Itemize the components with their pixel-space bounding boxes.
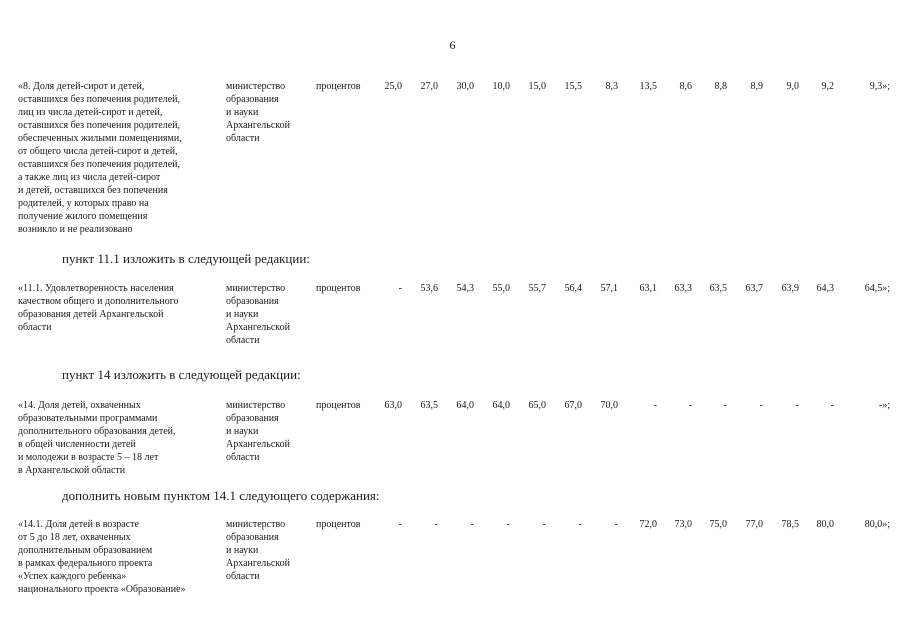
responsible-ministry: министерство образования и науки Архангельской области: [226, 400, 290, 463]
value-cell: 78,5: [781, 519, 799, 530]
unit-of-measure: процентов: [316, 81, 361, 92]
page-number: 6: [449, 38, 456, 52]
value-cell: -: [653, 400, 657, 411]
value-cell: -: [434, 519, 438, 530]
amendment-instruction: пункт 14 изложить в следующей редакции:: [62, 367, 301, 382]
amendment-instruction: дополнить новым пунктом 14.1 следующего содержания:: [62, 488, 380, 503]
value-cell: 15,0: [528, 81, 546, 92]
value-cell: 64,0: [456, 400, 474, 411]
value-cell: 30,0: [456, 81, 474, 92]
value-cell: 8,9: [750, 81, 763, 92]
value-cell: 8,6: [679, 81, 692, 92]
value-cell: -: [614, 519, 618, 530]
value-cell: -: [542, 519, 546, 530]
value-cell: -: [506, 519, 510, 530]
value-cell: -: [578, 519, 582, 530]
unit-of-measure: процентов: [316, 400, 361, 411]
value-cell: 63,5: [420, 400, 438, 411]
value-cell: 27,0: [420, 81, 438, 92]
value-cell: 56,4: [564, 283, 582, 294]
value-cell: -: [470, 519, 474, 530]
amendment-instruction: пункт 11.1 изложить в следующей редакции:: [62, 251, 310, 266]
value-cell: 73,0: [674, 519, 692, 530]
value-cell: -: [688, 400, 692, 411]
value-cell: -»;: [878, 400, 890, 411]
value-cell: 77,0: [745, 519, 763, 530]
value-cell: 80,0: [816, 519, 834, 530]
responsible-ministry: министерство образования и науки Архангельской области: [226, 81, 290, 144]
value-cell: -: [795, 400, 799, 411]
value-cell: 53,6: [420, 283, 438, 294]
indicator-name: «14.1. Доля детей в возрасте от 5 до 18 лет, охваченных дополнительным образованием в рамках федерального проекта «Успех каждого ребенка» национального проекта «Образование»: [18, 519, 186, 595]
value-cell: -: [398, 519, 402, 530]
value-cell: 15,5: [564, 81, 582, 92]
value-cell: -: [723, 400, 727, 411]
value-cell: 10,0: [492, 81, 510, 92]
value-cell: -: [398, 283, 402, 294]
unit-of-measure: процентов: [316, 283, 361, 294]
value-cell: -: [759, 400, 763, 411]
value-cell: 64,0: [492, 400, 510, 411]
value-cell: 55,7: [528, 283, 546, 294]
value-cell: 8,3: [605, 81, 618, 92]
value-cell: 75,0: [709, 519, 727, 530]
value-cell: -: [830, 400, 834, 411]
value-cell: 64,3: [816, 283, 834, 294]
value-cell: 55,0: [492, 283, 510, 294]
value-cell: 9,0: [786, 81, 799, 92]
value-cell: 13,5: [639, 81, 657, 92]
value-cell: 63,9: [781, 283, 799, 294]
value-cell: 65,0: [528, 400, 546, 411]
value-cell: 70,0: [600, 400, 618, 411]
responsible-ministry: министерство образования и науки Архангельской области: [226, 283, 290, 346]
value-cell: 9,2: [821, 81, 834, 92]
responsible-ministry: министерство образования и науки Архангельской области: [226, 519, 290, 582]
value-cell: 57,1: [600, 283, 618, 294]
value-cell: 25,0: [384, 81, 402, 92]
value-cell: 80,0»;: [864, 519, 890, 530]
value-cell: 8,8: [714, 81, 727, 92]
value-cell: 9,3»;: [869, 81, 890, 92]
value-cell: 63,1: [639, 283, 657, 294]
value-cell: 63,3: [674, 283, 692, 294]
unit-of-measure: процентов: [316, 519, 361, 530]
value-cell: 67,0: [564, 400, 582, 411]
value-cell: 63,7: [745, 283, 763, 294]
value-cell: 72,0: [639, 519, 657, 530]
value-cell: 63,5: [709, 283, 727, 294]
indicator-name: «8. Доля детей-сирот и детей, оставшихся без попечения родителей, лиц из числа детей-сирот и детей, оставшихся без попечения родителей, обеспеченных жилыми помещениями, от общего числа детей-сирот и детей, оставшихся без попечения родителей, а также лиц из числа детей-сирот и детей, оставшихся без попечения родителей, у которых право на получение жилого помещения возникло и не реализовано: [18, 81, 182, 235]
indicator-name: «14. Доля детей, охваченных образовательными программами дополнительного образования детей, в общей численности детей и молодежи в возрасте 5 – 18 лет в Архангельской области: [18, 400, 176, 476]
value-cell: 64,5»;: [864, 283, 890, 294]
value-cell: 63,0: [384, 400, 402, 411]
value-cell: 54,3: [456, 283, 474, 294]
indicator-name: «11.1. Удовлетворенность населения качеством общего и дополнительного образования детей Архангельской области: [18, 283, 179, 333]
